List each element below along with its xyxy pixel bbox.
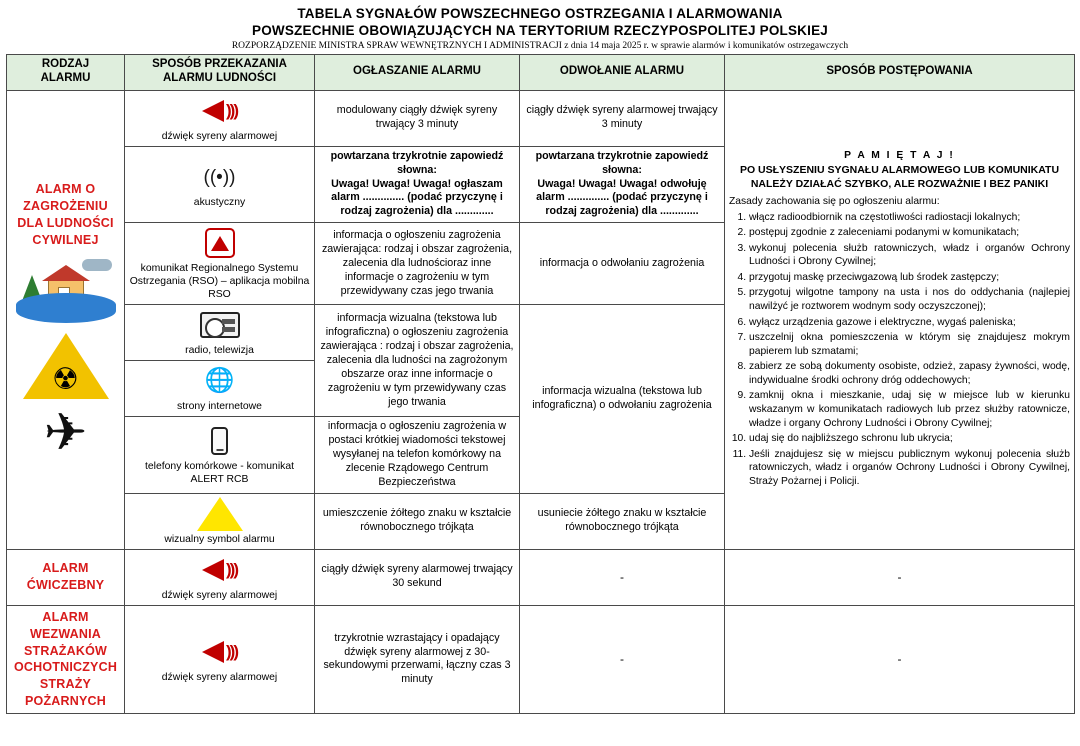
means-websites-label: strony internetowe xyxy=(177,401,262,413)
postepowanie-firefighters: - xyxy=(725,605,1075,713)
list-item: 4. przygotuj maskę przeciwgazową lub środek zastępczy; xyxy=(749,271,1070,285)
alarm-type-drill-label: ALARM ĆWICZEBNY xyxy=(26,561,105,593)
means-siren-label: dźwięk syreny alarmowej xyxy=(161,130,278,142)
hazard-illustrations xyxy=(11,255,120,462)
means-visual-cell xyxy=(125,493,315,549)
col-header-rodzaj-l1: RODZAJ xyxy=(41,58,90,71)
antenna-icon: ((•)) xyxy=(203,166,236,188)
announce-row6: informacja o ogłoszeniu zagrożenia w postaci krótkiej wiadomości tekstowej wysyłanej na telefon komórkowy na zlecenie Rządowego Centrum Bezpieczeństwa xyxy=(315,417,520,494)
title-line-1: TABELA SYGNAŁÓW POWSZECHNEGO OSTRZEGANIA I ALARMOWANIA xyxy=(297,6,783,21)
table-header-row xyxy=(7,54,1075,90)
list-item: 2. postępuj zgodnie z zaleceniami podanymi w komunikatach; xyxy=(749,226,1070,240)
rules-list xyxy=(729,211,1070,489)
announce-row3: informacja o ogłoszeniu zagrożenia zawierająca: rodzaj i obszar zagrożenia, zalecenia dla ludnościoraz inne informacje o zagrożeniu w tym przewidywany czas jego trwania xyxy=(315,223,520,305)
siren-icon: ))) xyxy=(129,94,310,128)
means-siren-firefighters-cell xyxy=(125,605,315,713)
cancel-firefighters: - xyxy=(520,605,725,713)
means-siren-drill-label: dźwięk syreny alarmowej xyxy=(161,589,278,601)
col-header-odwolanie: ODWOŁANIE ALARMU xyxy=(520,54,725,90)
title-line-2: POWSZECHNIE OBOWIĄZUJĄCYCH NA TERYTORIUM RZECZYPOSPOLITEJ POLSKIEJ xyxy=(252,22,828,38)
means-radio-tv-label: radio, telewizja xyxy=(185,345,254,357)
list-item: 6. wyłącz urządzenia gazowe i elektryczne, wygaś paleniska; xyxy=(749,316,1070,330)
cancel-row2-body: Uwaga! Uwaga! Uwaga! odwołuję alarm .............. (podać przyczynę i rodzaj zagrożenia) dla ............. xyxy=(536,177,708,218)
globe-icon: 🌐 xyxy=(204,367,235,395)
cancel-row2-lead: powtarzana trzykrotnie zapowiedź słowna: xyxy=(535,149,709,176)
col-header-sposob-l1: SPOSÓB PRZEKAZANIA xyxy=(152,58,287,71)
announce-row1: modulowany ciągły dźwięk syreny trwający 3 minuty xyxy=(315,90,520,146)
alarm-type-drill-cell xyxy=(7,549,125,605)
means-mobile-cell xyxy=(125,417,315,494)
announce-row2-body: Uwaga! Uwaga! Uwaga! ogłaszam alarm .............. (podać przyczynę i rodzaj zagrożenia) dla ............. xyxy=(331,177,503,218)
radio-icon xyxy=(129,308,310,342)
alarm-type-firefighters-cell xyxy=(7,605,125,713)
cancel-row2 xyxy=(520,146,725,223)
rso-app-icon xyxy=(129,226,310,260)
col-header-sposob-postepowania: SPOSÓB POSTĘPOWANIA xyxy=(725,54,1075,90)
table-row xyxy=(7,549,1075,605)
announce-row4: informacja wizualna (tekstowa lub infograficzna) o ogłoszeniu zagrożenia zawierająca : rodzaj i obszar zagrożenia, zalecenia dla ludności na zagrożonym obszarze oraz inne informacje o zagrożeniu w tym przewidywany czas jego trwania xyxy=(315,305,520,417)
list-item: 10. udaj się do najbliższego schronu lub ukrycia; xyxy=(749,432,1070,446)
postepowanie-drill: - xyxy=(725,549,1075,605)
list-item: 8. zabierz ze sobą dokumenty osobiste, odzież, zapasy żywności, wodę, indywidualne środki ochrony dróg oddechowych; xyxy=(749,360,1070,387)
announce-drill: ciągły dźwięk syreny alarmowej trwający 30 sekund xyxy=(315,549,520,605)
instructions-head: PO USŁYSZENIU SYGNAŁU ALARMOWEGO LUB KOMUNIKATU NALEŻY DZIAŁAĆ SZYBKO, ALE ROZWAŻNIE I BEZ PANIKI xyxy=(739,163,1060,190)
remember-heading: P A M I Ę T A J ! xyxy=(844,150,955,162)
col-header-sposob-przekazania xyxy=(125,54,315,90)
instructions-cell xyxy=(725,90,1075,549)
means-rso-cell xyxy=(125,223,315,305)
means-acoustic-label: akustyczny xyxy=(193,197,246,209)
signals-table xyxy=(6,54,1075,714)
list-item: 9. zamknij okna i mieszkanie, udaj się w miejsce lub w kierunku wskazanym w komunikatach radiowych lub przez służby ratownicze, władze i organy Ochrony Ludności i Obrony Cywilnej; xyxy=(749,389,1070,430)
col-header-rodzaj-l2: ALARMU xyxy=(40,72,91,85)
means-siren-drill-cell xyxy=(125,549,315,605)
means-mobile-label: telefony komórkowe - komunikat ALERT RCB xyxy=(145,461,294,486)
means-websites-cell xyxy=(125,361,315,417)
means-siren-cell xyxy=(125,90,315,146)
mobile-phone-icon xyxy=(129,424,310,458)
announce-row2-lead: powtarzana trzykrotnie zapowiedź słowna: xyxy=(330,149,504,176)
col-header-oglaszanie: OGŁASZANIE ALARMU xyxy=(315,54,520,90)
table-row xyxy=(7,605,1075,713)
means-radio-tv-cell xyxy=(125,305,315,361)
military-jet-silhouette: ✈ xyxy=(43,403,88,462)
list-item: 7. uszczelnij okna pomieszczenia w którym się znajdujesz mokrym papierem lub szmatami; xyxy=(749,331,1070,358)
siren-icon: ))) xyxy=(129,553,310,587)
title-subtitle: ROZPORZĄDZENIE MINISTRA SPRAW WEWNĘTRZNYCH I ADMINISTRACJI z dnia 14 maja 2025 r. w sprawie alarmów i komunikatów ostrzegawczych xyxy=(231,40,849,51)
rules-title: Zasady zachowania się po ogłoszeniu alarmu: xyxy=(729,195,940,207)
means-siren-firefighters-label: dźwięk syreny alarmowej xyxy=(161,671,278,683)
announce-row7: umieszczenie żółtego znaku w kształcie równobocznego trójkąta xyxy=(315,493,520,549)
yellow-triangle-icon xyxy=(129,497,310,531)
alarm-type-civil-label: ALARM O ZAGROŻENIU DLA LUDNOŚCI CYWILNEJ xyxy=(17,182,114,247)
announce-row2 xyxy=(315,146,520,223)
cancel-row4: informacja wizualna (tekstowa lub infograficzna) o odwołaniu zagrożenia xyxy=(520,305,725,494)
cancel-row1: ciągły dźwięk syreny alarmowej trwający 3 minuty xyxy=(520,90,725,146)
alarm-type-civil-cell xyxy=(7,90,125,549)
cancel-drill: - xyxy=(520,549,725,605)
list-item: 11. Jeśli znajdujesz się w miejscu publicznym wykonuj polecenia służb ratowniczych, władz i organów Ochrony Ludności i Obrony Cywilnej, Straży Pożarnej i Policji. xyxy=(749,448,1070,489)
cancel-row3: informacja o odwołaniu zagrożenia xyxy=(520,223,725,305)
col-header-rodzaj xyxy=(7,54,125,90)
siren-icon: ))) xyxy=(129,635,310,669)
title-block xyxy=(6,4,1074,54)
table-row xyxy=(7,90,1075,146)
cancel-row7: usuniecie żółtego znaku w kształcie równobocznego trójkąta xyxy=(520,493,725,549)
list-item: 3. wykonuj polecenia służb ratowniczych, władz i organów Ochrony Ludności i Obrony Cywilnej; xyxy=(749,242,1070,269)
means-rso-label: komunikat Regionalnego Systemu Ostrzegania (RSO) – aplikacja mobilna RSO xyxy=(129,263,310,301)
means-visual-label: wizualny symbol alarmu xyxy=(164,533,275,545)
col-header-sposob-l2: ALARMU LUDNOŚCI xyxy=(162,72,277,85)
means-acoustic-cell xyxy=(125,146,315,223)
alarm-type-firefighters-label: ALARM WEZWANIA STRAŻAKÓW OCHOTNICZYCH STRAŻY POŻARNYCH xyxy=(13,609,118,709)
flood-picture xyxy=(14,255,118,327)
list-item: 1. włącz radioodbiornik na częstotliwości radiostacji lokalnych; xyxy=(749,211,1070,225)
radiation-hazard-sign: ☢ xyxy=(23,331,109,403)
list-item: 5. przygotuj wilgotne tampony na usta i nos do oddychania (najlepiej nawilżyć je roztworem wodnym sody oczyszczonej); xyxy=(749,286,1070,313)
announce-firefighters: trzykrotnie wzrastający i opadający dźwięk syreny alarmowej z 30-sekundowymi przerwami, łączny czas 3 minuty xyxy=(315,605,520,713)
